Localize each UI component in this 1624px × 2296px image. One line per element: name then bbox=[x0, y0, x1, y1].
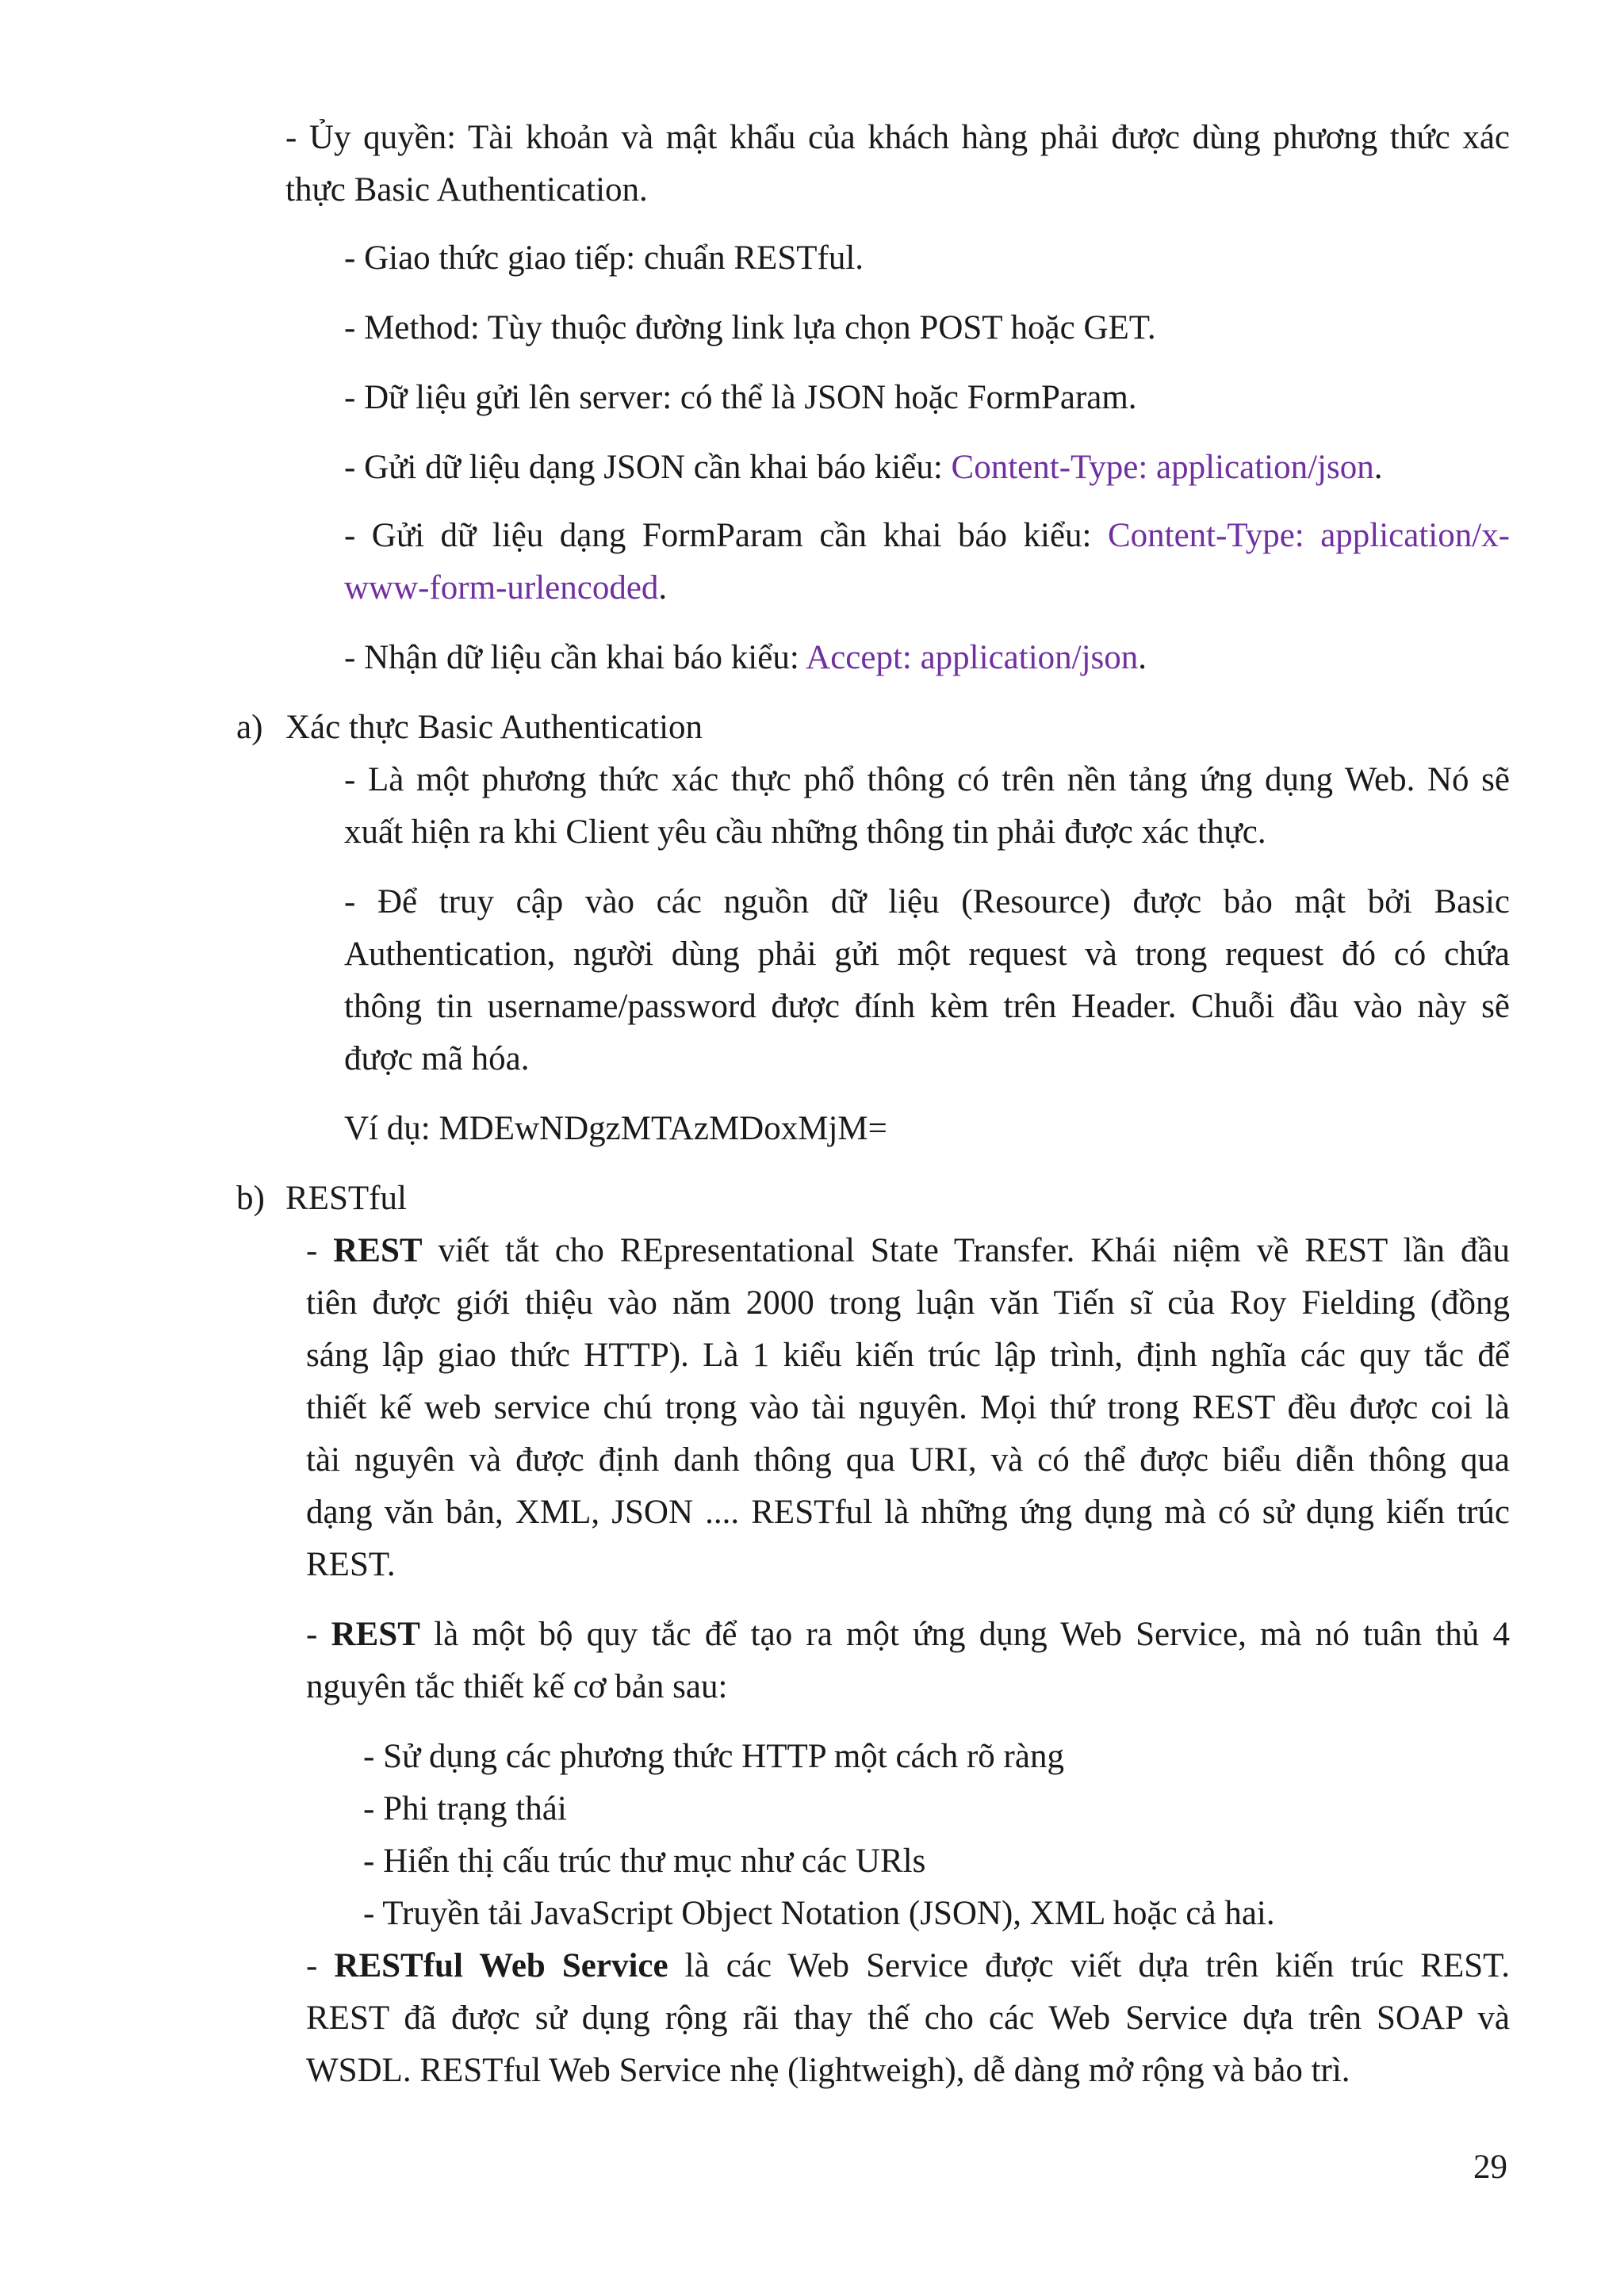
form-content-type-line-2 bbox=[344, 566, 667, 610]
section-b-p1-line-7: REST. bbox=[306, 1546, 396, 1583]
section-b-p1-line-4: thiết kế web service chú trọng vào tài nguyên. Mọi thứ trong REST đều được coi là bbox=[306, 1389, 1510, 1426]
section-b-p1-line-5: tài nguyên và được định danh thông qua URI, và có thể được biểu diễn thông qua bbox=[306, 1441, 1510, 1479]
accept-suffix: . bbox=[1138, 639, 1147, 676]
accept-value: Accept: application/json bbox=[806, 639, 1139, 676]
section-a-marker: a) bbox=[236, 709, 263, 746]
accept-line bbox=[344, 636, 1147, 680]
section-a-p2-line-3: thông tin username/password được đính kèm trên Header. Chuỗi đầu vào này sẽ bbox=[344, 988, 1510, 1025]
restful-ws-term: RESTful Web Service bbox=[334, 1947, 668, 1984]
page-number: 29 bbox=[1473, 2149, 1507, 2186]
section-a-p2-line-4: được mã hóa. bbox=[344, 1040, 530, 1077]
section-b-p1-line-3: sáng lập giao thức HTTP). Là 1 kiểu kiến trúc lập trình, định nghĩa các quy tắc để bbox=[306, 1337, 1510, 1374]
section-a-p1-line-2: xuất hiện ra khi Client yêu cầu những thông tin phải được xác thực. bbox=[344, 813, 1266, 851]
section-b-p2-line-1: - REST là một bộ quy tắc để tạo ra một ứng dụng Web Service, mà nó tuân thủ 4 bbox=[306, 1616, 1510, 1653]
form-prefix: - Gửi dữ liệu dạng FormParam cần khai báo kiểu: bbox=[344, 517, 1108, 554]
principle-item: - Phi trạng thái bbox=[363, 1790, 567, 1827]
section-a-p1-line-1: - Là một phương thức xác thực phổ thông có trên nền tảng ứng dụng Web. Nó sẽ bbox=[344, 761, 1510, 798]
data-to-server-line: - Dữ liệu gửi lên server: có thể là JSON hoặc FormParam. bbox=[344, 379, 1137, 416]
principle-item: - Hiển thị cấu trúc thư mục như các URls bbox=[363, 1843, 926, 1880]
auth-line-1: - Ủy quyền: Tài khoản và mật khẩu của khách hàng phải được dùng phương thức xác bbox=[285, 119, 1510, 156]
section-a-p2-line-1: - Để truy cập vào các nguồn dữ liệu (Resource) được bảo mật bởi Basic bbox=[344, 883, 1510, 920]
form-suffix: . bbox=[658, 569, 668, 607]
protocol-line: - Giao thức giao tiếp: chuẩn RESTful. bbox=[344, 239, 864, 277]
json-suffix: . bbox=[1373, 449, 1383, 486]
section-b-p2-line-2: nguyên tắc thiết kế cơ bản sau: bbox=[306, 1668, 728, 1705]
section-b-p3-line-2: REST đã được sử dụng rộng rãi thay thế cho các Web Service dựa trên SOAP và bbox=[306, 1999, 1510, 2037]
section-b-p3-line-3: WSDL. RESTful Web Service nhẹ (lightweigh), dễ dàng mở rộng và bảo trì. bbox=[306, 2052, 1350, 2089]
section-b-marker: b) bbox=[236, 1180, 265, 1217]
section-b-p3-line-1: - RESTful Web Service là các Web Service được viết dựa trên kiến trúc REST. bbox=[306, 1947, 1510, 1984]
section-b-heading: RESTful bbox=[285, 1180, 407, 1217]
method-line: - Method: Tùy thuộc đường link lựa chọn POST hoặc GET. bbox=[344, 309, 1156, 346]
principle-item: - Truyền tải JavaScript Object Notation (JSON), XML hoặc cả hai. bbox=[363, 1895, 1275, 1932]
accept-prefix: - Nhận dữ liệu cần khai báo kiểu: bbox=[344, 639, 806, 676]
section-a-example: Ví dụ: MDEwNDgzMTAzMDoxMjM= bbox=[344, 1110, 887, 1147]
principle-item: - Sử dụng các phương thức HTTP một cách rõ ràng bbox=[363, 1738, 1064, 1775]
rest-term: REST bbox=[333, 1232, 423, 1269]
section-b-p1-line-2: tiên được giới thiệu vào năm 2000 trong luận văn Tiến sĩ của Roy Fielding (đồng bbox=[306, 1284, 1510, 1322]
section-a-heading: Xác thực Basic Authentication bbox=[285, 709, 703, 746]
json-prefix: - Gửi dữ liệu dạng JSON cần khai báo kiểu: bbox=[344, 449, 952, 486]
json-content-type-line bbox=[344, 446, 1382, 490]
form-content-type-value-2: www-form-urlencoded bbox=[344, 569, 659, 607]
section-a-p2-line-2: Authentication, người dùng phải gửi một request và trong request đó có chứa bbox=[344, 936, 1510, 973]
form-content-type-line-1 bbox=[344, 514, 1510, 558]
form-content-type-value-1: Content-Type: application/x- bbox=[1107, 517, 1511, 554]
rest-term-2: REST bbox=[331, 1616, 420, 1653]
json-content-type-value: Content-Type: application/json bbox=[951, 449, 1374, 486]
section-b-p1-line-1: - REST viết tắt cho REpresentational State Transfer. Khái niệm về REST lần đầu bbox=[306, 1232, 1510, 1269]
section-b-p1-line-6: dạng văn bản, XML, JSON .... RESTful là những ứng dụng mà có sử dụng kiến trúc bbox=[306, 1494, 1510, 1531]
auth-line-2: thực Basic Authentication. bbox=[285, 171, 648, 209]
